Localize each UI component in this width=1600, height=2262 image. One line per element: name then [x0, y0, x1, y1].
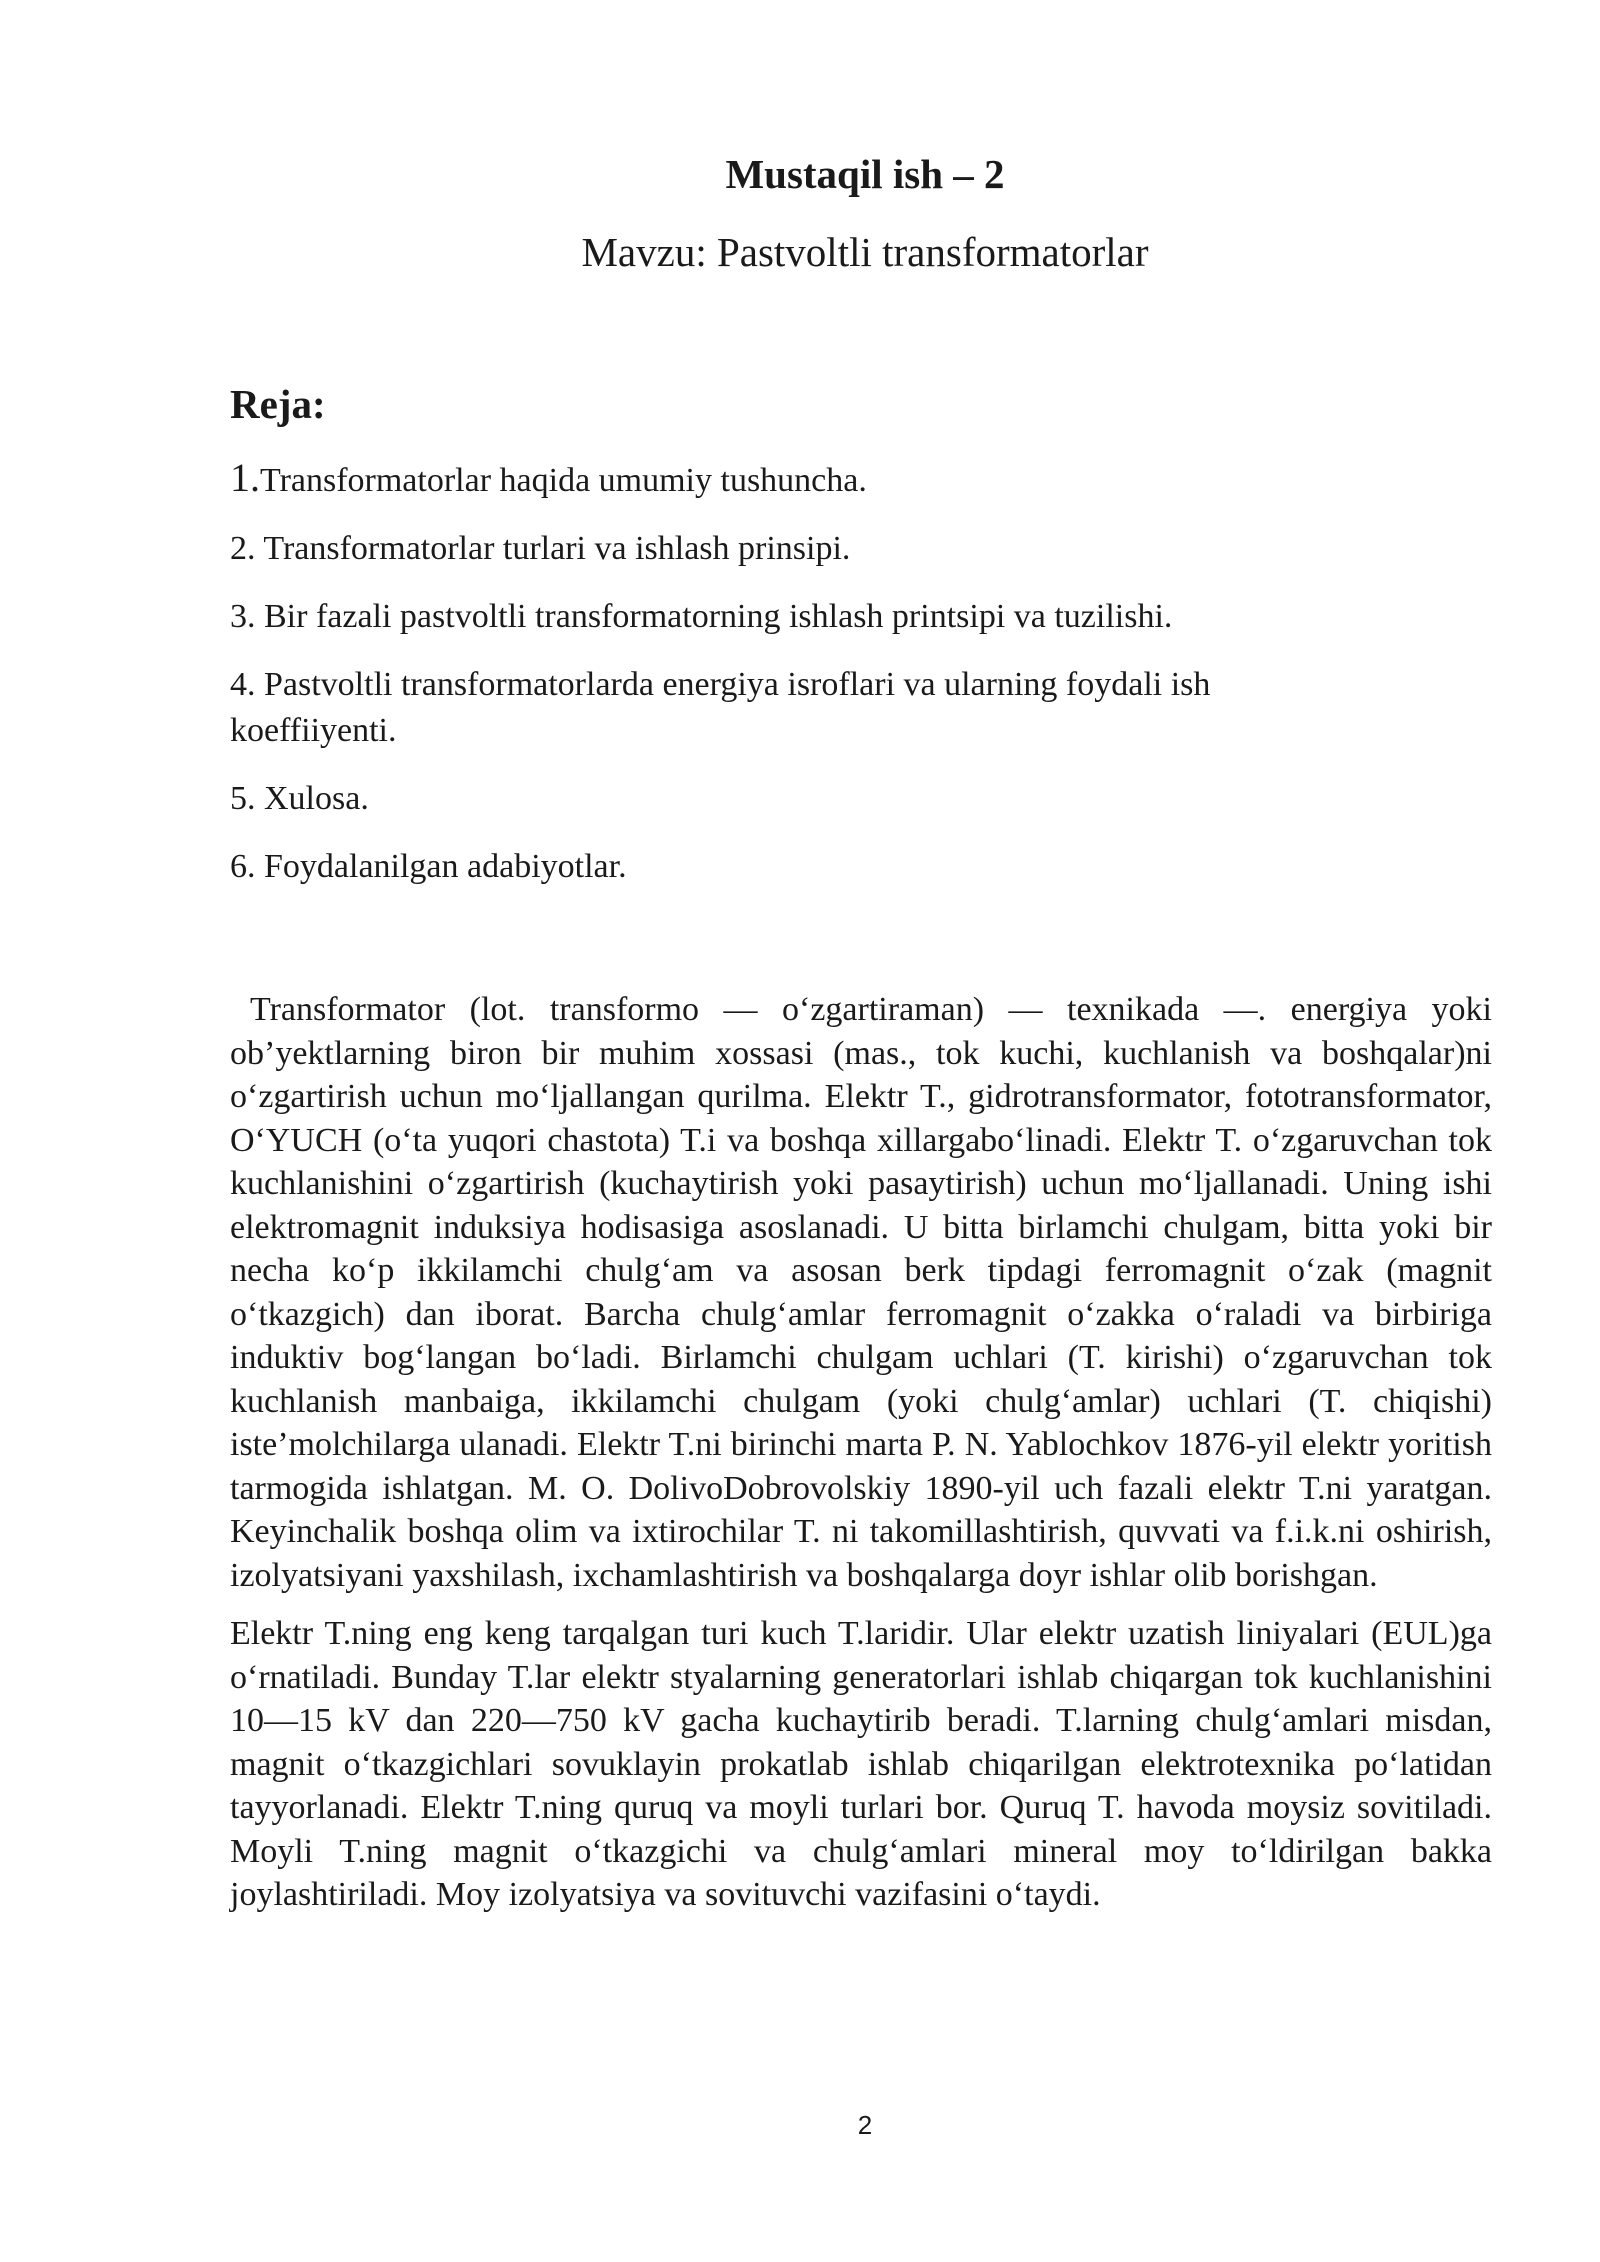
- plan-item-number: 4.: [230, 666, 264, 703]
- plan-item-text: Foydalanilgan adabiyotlar.: [264, 848, 627, 885]
- plan-item-text: Xulosa.: [264, 780, 369, 817]
- plan-item: [230, 455, 1380, 504]
- plan-item-number: 5.: [230, 780, 264, 817]
- plan-item: [230, 662, 1380, 754]
- page-number: 2: [857, 2110, 873, 2140]
- plan-item-number: 3.: [230, 598, 264, 635]
- plan-item-number: 1.: [230, 455, 260, 500]
- plan-item: [230, 594, 1380, 640]
- body-paragraph: Transformator (lot. transformo — o‘zgartiraman) — texnikada —. energiya yoki ob’yektlarning biron bir muhim xossasi (mas., tok kuchi, kuchlanish va boshqalar)ni o‘zgartirish uchun mo‘ljallangan qurilma. Elektr T., gidrotransformator, fototransformator, O‘YUCH (o‘ta yuqori chastota) T.i va boshqa xillargabo‘linadi. Elektr T. o‘zgaruvchan tok kuchlanishini o‘zgartirish (kuchaytirish yoki pasaytirish) uchun mo‘ljallanadi. Uning ishi elektromagnit induksiya hodisasiga asoslanadi. U bitta birlamchi chulgam, bitta yoki bir necha ko‘p ikkilamchi chulg‘am va asosan berk tipdagi ferromagnit o‘zak (magnit o‘tkazgich) dan iborat. Barcha chulg‘amlar ferromagnit o‘zakka o‘raladi va birbiriga induktiv bog‘langan bo‘ladi. Birlamchi chulgam uchlari (T. kirishi) o‘zgaruvchan tok kuchlanish manbaiga, ikkilamchi chulgam (yoki chulg‘amlar) uchlari (T. chiqishi) iste’molchilarga ulanadi. Elektr T.ni birinchi marta P. N. Yablochkov 1876-yil elektr yoritish tarmogida ishlatgan. M. O. DolivoDobrovolskiy 1890-yil uch fazali elektr T.ni yaratgan. Keyinchalik boshqa olim va ixtirochilar T. ni takomillashtirish, quvvati va f.i.k.ni oshirish, izolyatsiyani yaxshilash, ixchamlashtirish va boshqalarga doyr ishlar olib borishgan.: [230, 991, 1492, 1594]
- plan-list: [230, 455, 1380, 912]
- document-subtitle: Mavzu: Pastvoltli transformatorlar: [581, 229, 1149, 275]
- plan-item: [230, 526, 1380, 572]
- plan-item-text: Transformatorlar turlari va ishlash prinsipi.: [263, 530, 851, 567]
- plan-item: [230, 844, 1380, 890]
- document-title: Mustaqil ish – 2: [725, 151, 1005, 197]
- plan-item-text: Bir fazali pastvoltli transformatorning ishlash printsipi va tuzilishi.: [264, 598, 1173, 635]
- plan-item-text: Transformatorlar haqida umumiy tushuncha.: [260, 462, 867, 499]
- plan-item-text: Pastvoltli transformatorlarda energiya isroflari va ularning foydali ish koeffiiyenti.: [230, 666, 1211, 749]
- body-paragraph: Elektr T.ning eng keng tarqalgan turi kuch T.laridir. Ular elektr uzatish liniyalari (EUL)ga o‘rnatiladi. Bunday T.lar elektr styalarning generatorlari ishlab chiqargan tok kuchlanishini 10—15 kV dan 220—750 kV gacha kuchaytirib beradi. T.larning chulg‘amlari misdan, magnit o‘tkazgichlari sovuklayin prokatlab ishlab chiqarilgan elektrotexnika po‘latidan tayyorlanadi. Elektr T.ning quruq va moyli turlari bor. Quruq T. havoda moysiz sovitiladi. Moyli T.ning magnit o‘tkazgichi va chulg‘amlari mineral moy to‘ldirilgan bakka joylashtiriladi. Moy izolyatsiya va sovituvchi vazifasini o‘taydi.: [230, 1615, 1492, 1913]
- plan-item-number: 2.: [230, 530, 264, 567]
- body-text: [230, 988, 1492, 1932]
- plan-item-number: 6.: [230, 848, 264, 885]
- plan-item: [230, 776, 1380, 822]
- plan-heading: Reja:: [230, 381, 326, 427]
